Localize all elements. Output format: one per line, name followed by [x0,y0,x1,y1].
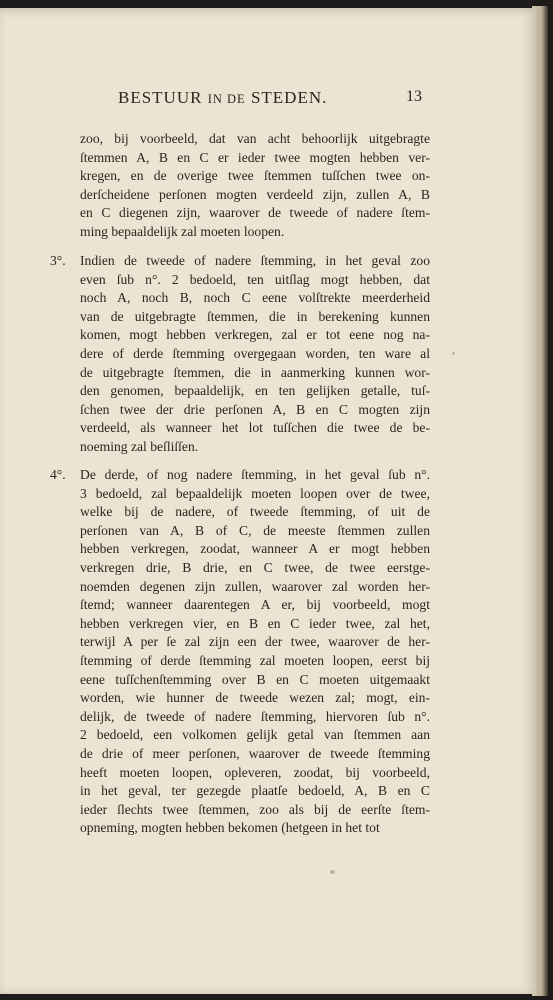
text-line: derſcheidene perſonen mogten verdeeld zijn, zullen A, B [80,186,430,202]
text-line: eene tuſſchenſtemming over B en C moeten uitgemaakt [80,671,430,687]
text-line: verdeeld, als wanneer het lot tuſſchen die twee de be- [80,420,430,436]
text-line: komen, mogt hebben verkregen, zal er tot eene nog na- [80,327,430,343]
text-line: ming bepaaldelijk zal moeten loopen. [80,224,285,239]
text-line: den genomen, bepaaldelijk, en ten gelijken getalle, tuſ- [80,383,430,399]
text-line: de drie of meer perſonen, waarover de tweede ſtemming [80,746,430,761]
text-line: welke bij de nadere, of tweede ſtemming, of uit de [80,504,430,520]
text-line: ieder ſlechts twee ſtemmen, zoo als bij de eerſte ſtem- [80,801,430,817]
text-line: verkregen drie, B drie, en C twee, de twee eerstge- [80,560,430,575]
paragraph-marker: 4°. [50,467,66,482]
text-line: kregen, en de overige twee ſtemmen tuſſchen twee on- [80,168,430,184]
page-header [0,88,536,112]
text-line: noch A, noch B, noch C eene volſtrekte meerderheid [80,290,430,306]
text-line: dere of derde ſtemming overgegaan worden, ten ware al [80,346,430,361]
text-line: terwijl A per ſe zal zijn een der twee, waarover de her- [80,634,430,650]
text-line: ſtemmen A, B en C er ieder twee mogten hebben ver- [80,149,430,165]
text-line: noeming zal beſliſſen. [80,439,199,454]
text-line: hebben verkregen vier, en B en C ieder twee, zal het, [80,615,430,631]
text-line: 2 bedoeld, een volkomen gelijk getal van ſtemmen aan [80,727,430,743]
paragraph-marker: 3°. [50,253,66,268]
text-line: opneming, mogten hebben bekomen (hetgeen in het tot [80,820,380,836]
text-line: en C diegenen zijn, waarover de tweede of nadere ſtem- [80,205,430,221]
paper-spot [452,352,455,355]
text-line: noemden degenen zijn zullen, waarover zal worden her- [80,578,430,594]
text-line: ſchen twee der drie perſonen A, B en C mogten zijn [80,401,430,417]
paper-spot [330,870,335,874]
running-title-main: BESTUUR [118,88,203,107]
running-title [118,88,327,108]
text-line: perſonen van A, B of C, de meeste ſtemmen zullen [80,522,430,538]
text-line: ſtemd; wanneer daarentegen A er, bij voorbeeld, mogt [80,597,430,613]
text-line: zoo, bij voorbeeld, dat van acht behoorlijk uitgebragte [80,131,430,146]
text-line: 3 bedoeld, zal bepaaldelijk moeten loopen over de twee, [80,485,430,501]
page-number: 13 [406,88,422,105]
text-line: van de uitgebragte ſtemmen, die in berekening kunnen [80,308,430,324]
text-line: heeft moeten loopen, opleveren, zoodat, bij voorbeeld, [80,764,430,780]
running-title-small-caps: IN DE [207,92,246,106]
book-page [0,8,536,994]
text-line: Indien de tweede of nadere ſtemming, in het geval zoo [80,253,430,268]
text-line: hebben verkregen, zoodat, wanneer A er mogt hebben [80,541,430,557]
text-line: De derde, of nog nadere ſtemming, in het geval ſub n°. [80,467,430,482]
text-line: worden, wie hunner de tweede wezen zal; mogt, ein- [80,690,430,706]
text-line: ſtemming of derde ſtemming zal moeten loopen, eerst bij [80,653,430,668]
running-title-end: STEDEN. [250,88,328,107]
text-line: de uitgebragte ſtemmen, die in aanmerking kunnen wor- [80,364,430,380]
text-line: delijk, de tweede of nadere ſtemming, hiervoren ſub n°. [80,708,430,724]
text-line: even ſub n°. 2 bedoeld, ten uitſlag mogt hebben, dat [80,271,430,287]
text-line: in het geval, ter gezegde plaatſe bedoeld, A, B en C [80,783,430,799]
